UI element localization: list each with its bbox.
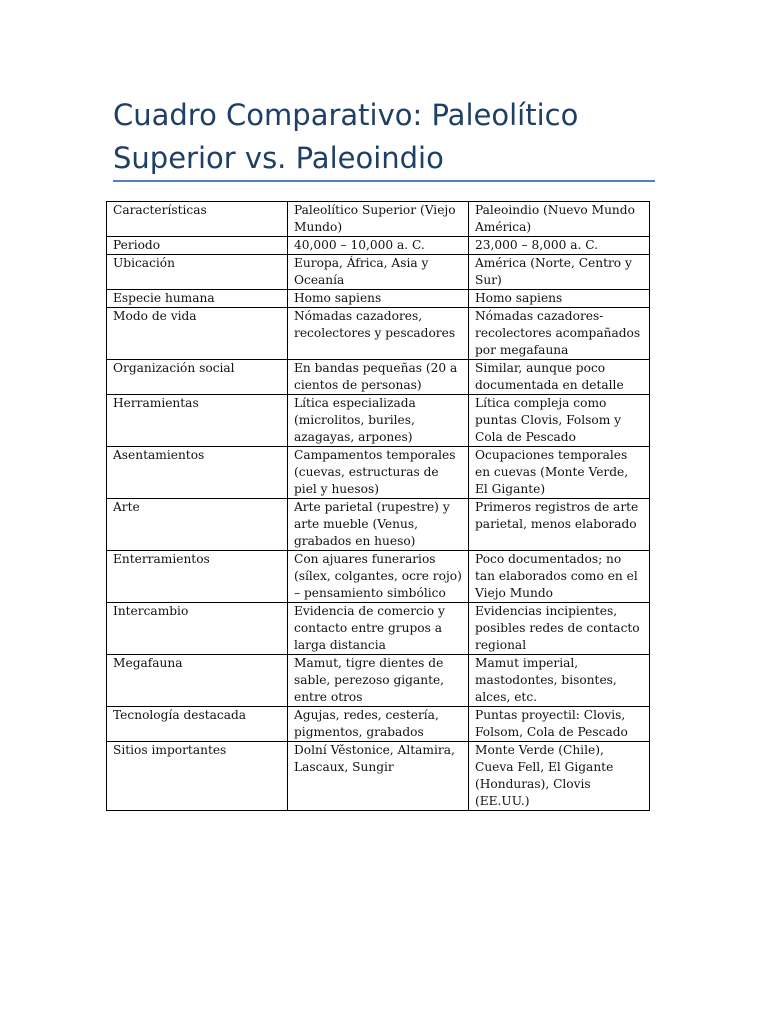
- row-label-cell: Megafauna: [107, 655, 288, 707]
- table-row: [107, 237, 650, 255]
- table-cell: América (Norte, Centro y Sur): [469, 255, 650, 290]
- table-cell: Campamentos temporales (cuevas, estructuras de piel y huesos): [288, 447, 469, 499]
- table-cell: Dolní Věstonice, Altamira, Lascaux, Sungir: [288, 742, 469, 811]
- table-row: [107, 551, 650, 603]
- table-cell: Ocupaciones temporales en cuevas (Monte Verde, El Gigante): [469, 447, 650, 499]
- table-row: [107, 655, 650, 707]
- table-header-row: [107, 202, 650, 237]
- table-cell: Mamut, tigre dientes de sable, perezoso gigante, entre otros: [288, 655, 469, 707]
- table-cell: Mamut imperial, mastodontes, bisontes, alces, etc.: [469, 655, 650, 707]
- table-cell: Homo sapiens: [288, 290, 469, 308]
- table-cell: Monte Verde (Chile), Cueva Fell, El Gigante (Honduras), Clovis (EE.UU.): [469, 742, 650, 811]
- table-row: [107, 447, 650, 499]
- row-label-cell: Modo de vida: [107, 308, 288, 360]
- header-cell: Características: [107, 202, 288, 237]
- table-cell: Con ajuares funerarios (sílex, colgantes, ocre rojo) – pensamiento simbólico: [288, 551, 469, 603]
- page-title: Cuadro Comparativo: Paleolítico Superior vs. Paleoindio: [113, 98, 579, 175]
- row-label-cell: Especie humana: [107, 290, 288, 308]
- table-cell: Arte parietal (rupestre) y arte mueble (Venus, grabados en hueso): [288, 499, 469, 551]
- table-cell: Poco documentados; no tan elaborados como en el Viejo Mundo: [469, 551, 650, 603]
- table-cell: Homo sapiens: [469, 290, 650, 308]
- table-cell: Agujas, redes, cestería, pigmentos, grabados: [288, 707, 469, 742]
- row-label-cell: Periodo: [107, 237, 288, 255]
- table-row: [107, 290, 650, 308]
- table-cell: Primeros registros de arte parietal, menos elaborado: [469, 499, 650, 551]
- table-row: [107, 499, 650, 551]
- table-cell: Similar, aunque poco documentada en detalle: [469, 360, 650, 395]
- table-cell: Lítica especializada (microlitos, buriles, azagayas, arpones): [288, 395, 469, 447]
- row-label-cell: Tecnología destacada: [107, 707, 288, 742]
- table-row: [107, 742, 650, 811]
- row-label-cell: Asentamientos: [107, 447, 288, 499]
- table-cell: Puntas proyectil: Clovis, Folsom, Cola de Pescado: [469, 707, 650, 742]
- table-cell: Nómadas cazadores, recolectores y pescadores: [288, 308, 469, 360]
- header-cell: Paleoindio (Nuevo Mundo América): [469, 202, 650, 237]
- row-label-cell: Intercambio: [107, 603, 288, 655]
- table-cell: Evidencia de comercio y contacto entre grupos a larga distancia: [288, 603, 469, 655]
- row-label-cell: Organización social: [107, 360, 288, 395]
- row-label-cell: Arte: [107, 499, 288, 551]
- row-label-cell: Ubicación: [107, 255, 288, 290]
- table-cell: En bandas pequeñas (20 a cientos de personas): [288, 360, 469, 395]
- row-label-cell: Enterramientos: [107, 551, 288, 603]
- row-label-cell: Herramientas: [107, 395, 288, 447]
- table-row: [107, 707, 650, 742]
- table-cell: 23,000 – 8,000 a. C.: [469, 237, 650, 255]
- title-underline: [113, 180, 655, 182]
- table-cell: Nómadas cazadores-recolectores acompañados por megafauna: [469, 308, 650, 360]
- table-cell: Europa, África, Asia y Oceanía: [288, 255, 469, 290]
- table-row: [107, 603, 650, 655]
- table-cell: Lítica compleja como puntas Clovis, Folsom y Cola de Pescado: [469, 395, 650, 447]
- table-row: [107, 255, 650, 290]
- table-cell: Evidencias incipientes, posibles redes de contacto regional: [469, 603, 650, 655]
- table-row: [107, 308, 650, 360]
- row-label-cell: Sitios importantes: [107, 742, 288, 811]
- header-cell: Paleolítico Superior (Viejo Mundo): [288, 202, 469, 237]
- table-cell: 40,000 – 10,000 a. C.: [288, 237, 469, 255]
- comparison-table: [106, 201, 650, 811]
- table-row: [107, 360, 650, 395]
- table-row: [107, 395, 650, 447]
